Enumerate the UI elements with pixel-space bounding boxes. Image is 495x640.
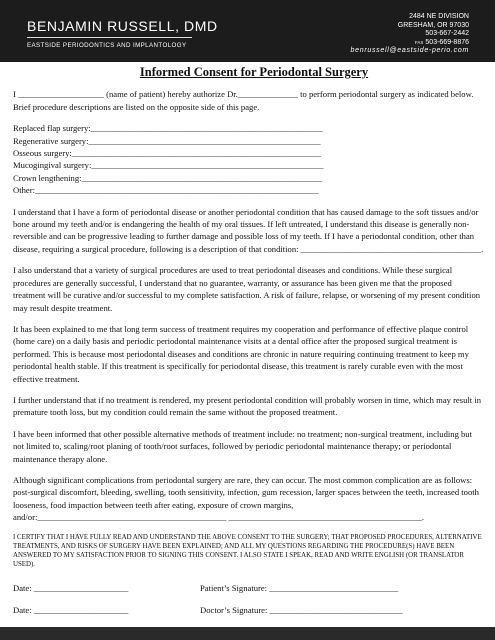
- address-line-2: GRESHAM, OR 97030: [397, 21, 469, 29]
- paragraph-maintenance: It has been explained to me that long term success of treatment requires my cooperation and performance of effective plaque control (home care) on a daily basis and periodic periodontal maintenance visits at a dental office after the proposed surgical treatment is performed. This is because most periodontal diseases and conditions are chronic in nature requiring continuing treatment to keep my periodontal health stable. If this treatment is specifically for periodontal disease, this treatment is rarely curable even with the most effective treatment.: [13, 323, 469, 384]
- signature-row-doctor: [13, 604, 485, 616]
- doctor-name: BENJAMIN RUSSELL, DMD: [27, 18, 218, 34]
- procedure-other: Other:__________________________________________________________________: [13, 185, 319, 196]
- phone-number: 503-667-2442: [425, 30, 469, 38]
- paragraph-condition: I understand that I have a form of periodontal disease or another periodontal condition that has caused damage to the soft tissues and/or bone around my teeth and/or is endangering the health of my oral tissues. If left untreated, I understand this disease is generally non-reversible and can be progressive leading to further damage and possible loss of my teeth. If I have a periodontal condition, other than disease, requiring a surgical procedure, following is a description of that condition: __________________________________________.: [13, 206, 484, 254]
- address-line-1: 2484 NE DIVISION: [409, 13, 469, 20]
- doctor-signature-field: Doctor’s Signature: _______________________________: [200, 604, 403, 615]
- procedure-regenerative: Regenerative surgery:______________________________________________________: [13, 135, 321, 146]
- date-field-2: Date: ______________________: [13, 604, 129, 615]
- certification-statement: I CERTIFY THAT I HAVE FULLY READ AND UNDERSTAND THE ABOVE CONSENT TO THE SURGERY; THAT PROPOSED PROCEDURES, ALTERNATIVE TREATMENTS, AND RISKS OF SURGERY HAVE BEEN EXPLAINED; AND ALL MY QUESTIONS REGARDING THE PROCEDURE(S) HAVE BEEN ANSWERED TO MY SATISFACTION PRIOR TO SIGNING THIS CONSENT. I ALSO STATE I SPEAK, READ AND WRITE ENGLISH (OR TRANSLATOR USED).: [13, 533, 482, 569]
- consent-document: [13, 66, 485, 626]
- fax-number: 503-669-8876: [425, 38, 469, 46]
- paragraph-alternatives: I have been informed that other possible alternative methods of treatment include: no treatment; non-surgical treatment, including but not limited to, scaling/root planing of tooth/root surfaces, followed by periodic periodontal maintenance therapy; or periodontal maintenance therapy alone.: [13, 428, 472, 464]
- contact-block: [351, 13, 469, 56]
- paragraph-complications: Although significant complications from periodontal surgery are rare, they can occur. The most common complication are as follows: post-surgical discomfort, bleeding, swelling, tooth sensitivity, infection, gum recession, larger spaces between the teeth, increased tooth looseness, food impaction between teeth after eating, exposure of crown margins, and/or:____________________________________________ _____________________________________________.: [13, 474, 479, 523]
- procedure-replaced-flap: Replaced flap surgery:______________________________________________________: [13, 123, 323, 134]
- paragraph-procedures: I also understand that a variety of surgical procedures are used to treat periodontal diseases and conditions. While these surgical procedures are generally successful, I understand that no guarantee, warranty, or assurance has been given me that the proposed treatment will be curative and/or successful to my complete satisfaction. A risk of failure, relapse, or worsening of my present condition may result despite treatment.: [13, 265, 481, 313]
- page-title: Informed Consent for Periodontal Surgery: [139, 65, 369, 79]
- procedure-list: [13, 122, 485, 196]
- email-address: benrussell@eastside-perio.com: [350, 47, 469, 55]
- footer-band: [0, 627, 495, 640]
- intro-paragraph: I ____________________ (name of patient) hereby authorize Dr.______________ to perform periodontal surgery as indicated below. Brief procedure descriptions are listed on the opposite side of this page.: [13, 89, 474, 112]
- patient-signature-field: Patient’s Signature: ______________________________: [200, 582, 399, 593]
- procedure-mucogingival: Mucogingival surgery:______________________________________________________: [13, 160, 324, 171]
- letterhead: [0, 0, 495, 62]
- procedure-osseous: Osseous surgery:__________________________________________________________: [13, 148, 322, 159]
- date-field-1: Date: ______________________: [13, 582, 129, 593]
- fax-label: FAX: [414, 39, 424, 45]
- practice-name: EASTSIDE PERIODONTICS AND IMPLANTOLOGY: [27, 42, 187, 49]
- signature-row-patient: [13, 582, 485, 594]
- paragraph-no-treatment: I further understand that if no treatment is rendered, my present periodontal condition will probably worsen in time, which may result in premature tooth loss, but my condition could remain the same without the proposed treatment.: [13, 394, 481, 418]
- procedure-crown-lengthening: Crown lengthening:________________________________________________________: [13, 172, 323, 183]
- letterhead-divider: [27, 37, 192, 38]
- fax-line: [351, 39, 469, 48]
